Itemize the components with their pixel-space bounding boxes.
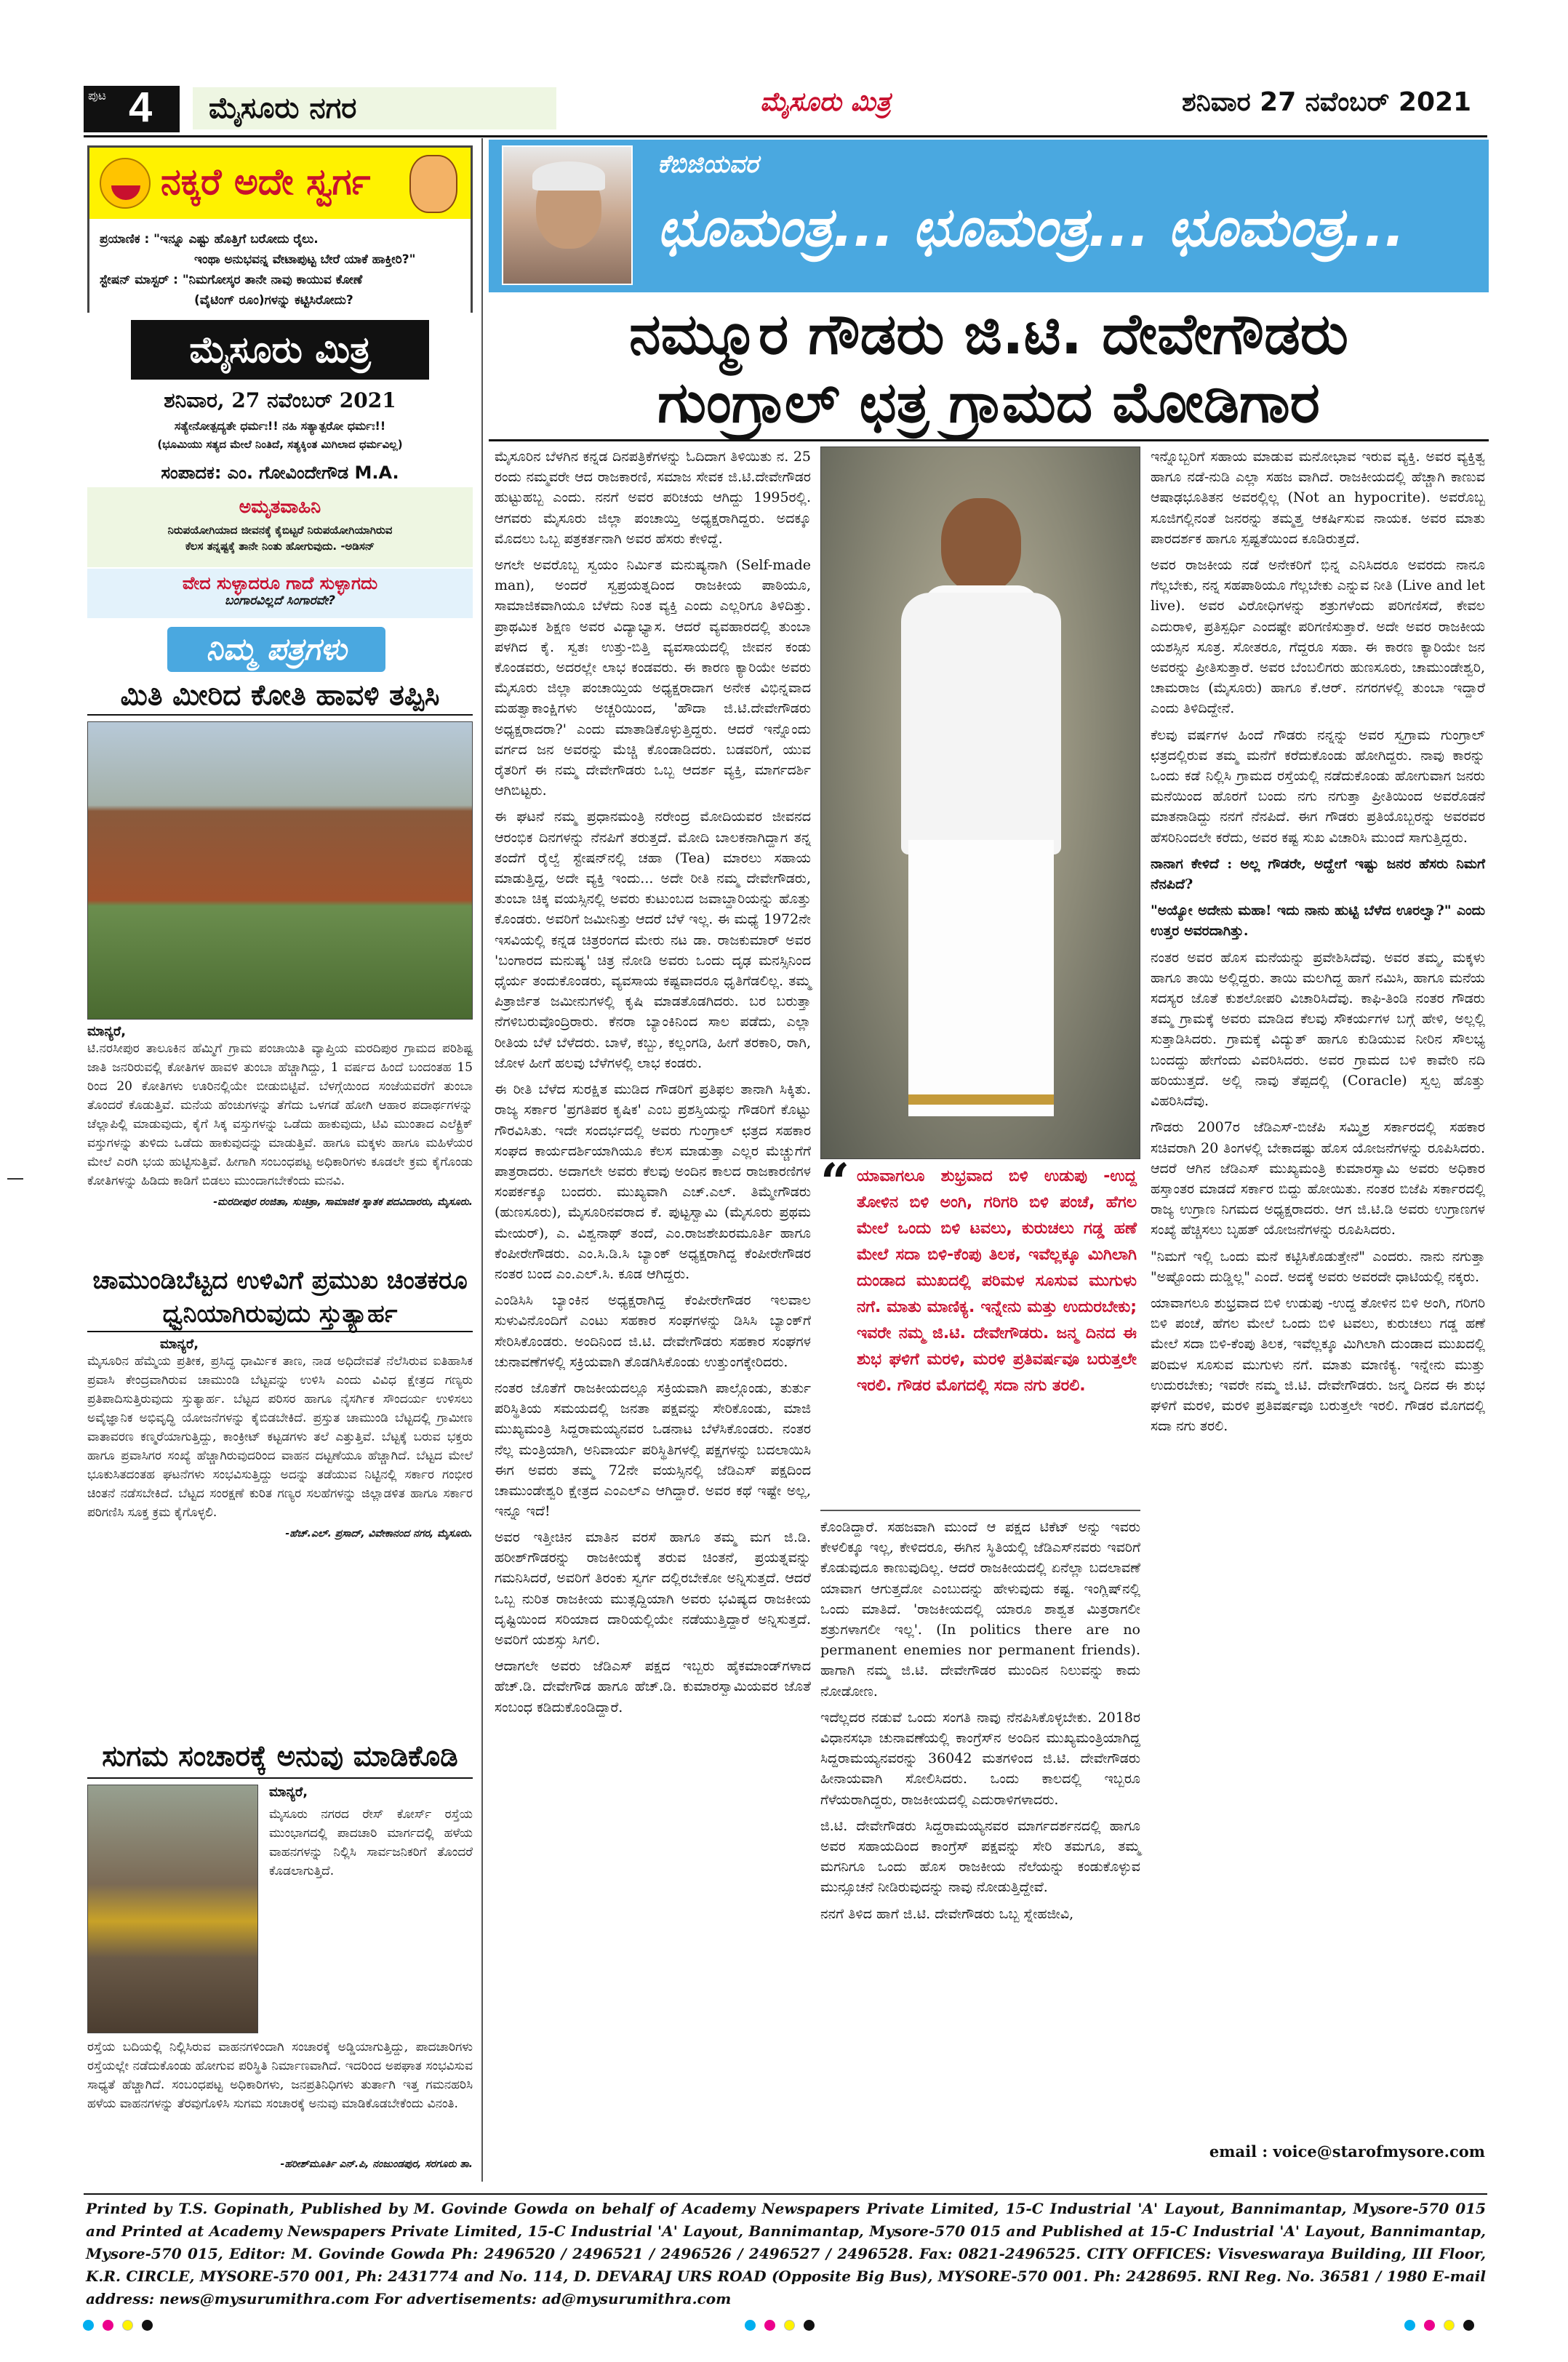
registration-dots-right bbox=[1400, 2320, 1479, 2334]
article-paragraph: ಜಿ.ಟಿ. ದೇವೇಗೌಡರು ಸಿದ್ದರಾಮಯ್ಯನವರ ಮಾರ್ಗದರ್ಶನದಲ್ಲಿ ಹಾಗೂ ಅವರ ಸಹಾಯದಿಂದ ಕಾಂಗ್ರೆಸ್ ಪಕ್ಷವನ್ನು ಸೇರಿ ತಮಗೂ, ತಮ್ಮ ಮಗನಿಗೂ ಒಂದು ಹೊಸ ರಾಜಕೀಯ ನೆಲೆಯನ್ನು ಕಂಡುಕೊಳ್ಳುವ ಮುನ್ಸೂಚನೆ ನೀಡಿರುವುದನ್ನು ನಾವು ನೋಡುತ್ತಿದ್ದೇವೆ. bbox=[820, 1817, 1140, 1896]
article-paragraph: ನನಗೆ ತಿಳಿದ ಹಾಗೆ ಜಿ.ಟಿ. ದೇವೇಗೌಡರು ಒಬ್ಬ ಸ್ನೇಹಜೀವಿ, bbox=[820, 1905, 1074, 1922]
portrait-photo bbox=[820, 447, 1140, 1159]
letter-intro: ಮೈಸೂರು ನಗರದ ರೇಸ್ ಕೋರ್ಸ್ ರಸ್ತೆಯ ಮುಂಭಾಗದಲ್ಲಿ ಪಾದಚಾರಿ ಮಾರ್ಗದಲ್ಲಿ ಹಳೆಯ ವಾಹನಗಳನ್ನು ನಿಲ್ಲಿಸಿ ಸಾರ್ವಜನಿಕರಿಗೆ ತೊಂದರೆ ಕೊಡಲಾಗುತ್ತಿದೆ. bbox=[269, 1807, 473, 1878]
magenta-dot bbox=[1424, 2320, 1435, 2331]
article-answer: "ಅಯ್ಯೋ ಅದೇನು ಮಹಾ! ಇದು ನಾನು ಹುಟ್ಟಿ ಬೆಳೆದ ಊರಲ್ವಾ?" ಎಂದು ಉತ್ತರ ಅವರದಾಗಿತ್ತು. bbox=[1151, 902, 1485, 940]
yellow-dot bbox=[122, 2320, 133, 2331]
veda-title: ವೇದ ಸುಳ್ಳಾದರೂ ಗಾದೆ ಸುಳ್ಳಾಗದು bbox=[182, 573, 378, 593]
cyan-dot bbox=[83, 2320, 94, 2331]
page-number-box bbox=[84, 86, 180, 132]
headline-2: ಗುಂಗ್ರಾಲ್ ಛತ್ರ ಗ್ರಾಮದ ಮೋಡಿಗಾರ bbox=[657, 370, 1320, 436]
letters-banner bbox=[167, 627, 385, 672]
column-author: ಕೆಬಿಜಿಯವರ bbox=[657, 150, 759, 179]
letter-salutation: ಮಾನ್ಯರೆ, bbox=[160, 1337, 199, 1352]
article-paragraph: ಅವರ ರಾಜಕೀಯ ನಡೆ ಅನೇಕರಿಗೆ ಭಿನ್ನ ಎನಿಸಿದರೂ ಅವರದು ನಾನೂ ಗೆಲ್ಲಬೇಕು, ನನ್ನ ಸಹಪಾಠಿಯೂ ಗೆಲ್ಲಬೇಕು ಎನ್ನುವ ನೀತಿ (Live and let live). ಅವರ ವಿರೋಧಿಗಳನ್ನು ಶತ್ರುಗಳೆಂದು ಪರಿಗಣಿಸದೆ, ಕೇವಲ ಎದುರಾಳಿ, ಪ್ರತಿಸ್ಪರ್ಧಿ ಎಂದಷ್ಟೇ ಪರಿಗಣಿಸುತ್ತಾರೆ. ಅದೇ ಅವರ ರಾಜಕೀಯ ಯಶಸ್ಸಿನ ಸೂತ್ರ. ಸೋತರೂ, ಗೆದ್ದರೂ ಸಹಾ. ಈ ಕಾರಣ ಕ್ಯಾರಿಯೇ ಜನ ಅವರನ್ನು ಪ್ರೀತಿಸುತ್ತಾರೆ. ಅವರ ಬೆಂಬಲಿಗರು ಹುಣಸೂರು, ಚಾಮುಂಡೇಶ್ವರಿ, ಚಾಮರಾಜ (ಮೈಸೂರು) ಹಾಗೂ ಕೆ.ಆರ್. ನಗರಗಳಲ್ಲಿ ತುಂಬಾ ಇದ್ದಾರೆ ಎಂದು ತಿಳಿದಿದ್ದೇನೆ. bbox=[1151, 557, 1485, 717]
section-name: ಮೈಸೂರು ನಗರ bbox=[193, 87, 556, 129]
paper-date: ಶನಿವಾರ, 27 ನವೆಂಬರ್ 2021 bbox=[164, 388, 396, 412]
humor-line: ಪ್ರಯಾಣಿಕ : "ಇನ್ನೂ ಎಷ್ಟು ಹೊತ್ತಿಗೆ ಬರೋದು ರೈಲು. bbox=[100, 232, 319, 247]
article-paragraph: ಕೆಲವು ವರ್ಷಗಳ ಹಿಂದೆ ಗೌಡರು ನನ್ನನ್ನು ಅವರ ಸ್ವಗ್ರಾಮ ಗುಂಗ್ರಾಲ್ ಛತ್ರದಲ್ಲಿರುವ ತಮ್ಮ ಮನೆಗೆ ಕರೆದುಕೊಂಡು ಹೋಗಿದ್ದರು. ನಾವು ಕಾರನ್ನು ಒಂದು ಕಡೆ ನಿಲ್ಲಿಸಿ ಗ್ರಾಮದ ರಸ್ತೆಯಲ್ಲಿ ನಡೆದುಕೊಂಡು ಹೋಗುವಾಗ ಜನರು ಮನೆಯಿಂದ ಹೊರಗೆ ಬಂದು ನಗು ನಗುತ್ತಾ ಪ್ರೀತಿಯಿಂದ ಅವರೊಡನೆ ಮಾತನಾಡಿದ್ದು ನನಗೆ ನೆನಪಿದೆ. ಈಗ ಗೌಡರು ಪ್ರತಿಯೊಬ್ಬರನ್ನು ಅವರವರ ಹೆಸರಿನಿಂದಲೇ ಕರೆದು, ಅವರ ಕಷ್ಟ ಸುಖ ವಿಚಾರಿಸಿ ಮುಂದೆ ಸಾಗುತ್ತಿದ್ದರು. bbox=[1151, 726, 1485, 846]
article-paragraph: ಅವರ ಇತ್ತೀಚಿನ ಮಾತಿನ ವರಸೆ ಹಾಗೂ ತಮ್ಮ ಮಗ ಜಿ.ಡಿ. ಹರೀಶ್‌ಗೌಡರನ್ನು ರಾಜಕೀಯಕ್ಕೆ ತರುವ ಚಿಂತನೆ, ಪ್ರಯತ್ನವನ್ನು ಗಮನಿಸಿದರೆ, ಅವರಿಗೆ ತಿರಂಕು ಸ್ವರ್ಗ ದಲ್ಲಿರಬೇಕೋ ಅನ್ನಿಸುತ್ತದೆ. ಆದರೆ ಒಬ್ಬ ನುರಿತ ರಾಜಕೀಯ ಮುತ್ಸದ್ದಿಯಾಗಿ ಅವರು ಭವಿಷ್ಯದ ರಾಜಕೀಯ ದೃಷ್ಟಿಯಿಂದ ಸರಿಯಾದ ದಾರಿಯಲ್ಲಿಯೇ ನಡೆಯುತ್ತಿದ್ದಾರೆ ಅನ್ನಿಸುತ್ತದೆ. ಅವರಿಗೆ ಯಶಸ್ಸು ಸಿಗಲಿ. bbox=[495, 1529, 811, 1648]
article-paragraph: ಕೊಂಡಿದ್ದಾರೆ. ಸಹಜವಾಗಿ ಮುಂದೆ ಆ ಪಕ್ಷದ ಟಿಕೆಟ್ ಅನ್ನು ಇವರು ಕೇಳಲಿಕ್ಕೂ ಇಲ್ಲ, ಕೇಳಿದರೂ, ಈಗಿನ ಸ್ಥಿತಿಯಲ್ಲಿ ಜೆಡಿಎಸ್‌ನವರು ಇವರಿಗೆ ಕೊಡುವುದೂ ಕಾಣುವುದಿಲ್ಲ. ಆದರೆ ರಾಜಕೀಯದಲ್ಲಿ ಏನೆಲ್ಲಾ ಬದಲಾವಣೆ ಯಾವಾಗ ಆಗುತ್ತದೋ ಎಂಬುದನ್ನು ಹೇಳುವುದು ಕಷ್ಟ. ಇಂಗ್ಲಿಷ್‌ನಲ್ಲಿ ಒಂದು ಮಾತಿದೆ. 'ರಾಜಕೀಯದಲ್ಲಿ ಯಾರೂ ಶಾಶ್ವತ ಮಿತ್ರರಾಗಲೀ ಶತ್ರುಗಳಾಗಲೀ ಇಲ್ಲ'. (In politics there are no permanent enemies nor permanent friends). ಹಾಗಾಗಿ ನಮ್ಮ ಜಿ.ಟಿ. ದೇವೇಗೌಡರ ಮುಂದಿನ ನಿಲುವನ್ನು ಕಾದು ನೋಡೋಣ. bbox=[820, 1519, 1140, 1700]
letter-salutation: ಮಾನ್ಯರೆ, bbox=[269, 1785, 308, 1800]
paper-name: ಮೈಸೂರು ಮಿತ್ರ bbox=[189, 329, 371, 371]
paper-motto: ಸತ್ಯೇನೋತ್ಪದ್ಯತೇ ಧರ್ಮಃ!! ನಹಿ ಸತ್ಯಾತ್ಪರೋ ಧರ್ಮಃ!! bbox=[174, 419, 386, 433]
article-paragraph: ಅಗಲೇ ಅವರೊಬ್ಬ ಸ್ವಯಂ ನಿರ್ಮಿತ ಮನುಷ್ಯನಾಗಿ (Self-made man), ಅಂದರೆ ಸ್ವಪ್ರಯತ್ನದಿಂದ ರಾಜಕೀಯ ಪಾಠಿಯೂ, ಸಾಮಾಜಿಕವಾಗಿಯೂ ಬೆಳೆದು ನಿಂತ ವ್ಯಕ್ತಿ ಎಂದು ಎಲ್ಲರಿಗೂ ತಿಳಿದಿತ್ತು. ಪ್ರಾಥಮಿಕ ಶಿಕ್ಷಣ ಅವರ ವಿದ್ಯಾಭ್ಯಾಸ. ಆದರೆ ವ್ಯವಹಾರದಲ್ಲಿ ತುಂಬಾ ಪಳಗಿದ ಕೈ. ಸ್ವತಃ ಉತ್ತು-ಬಿತ್ತಿ ವ್ಯವಸಾಯದಲ್ಲಿ ಜೀವನ ಕಂಡು ಕೊಂಡವರು, ಅದರಲ್ಲೇ ಲಾಭ ಕಂಡವರು. ಈ ಕಾರಣ ಕ್ಯಾರಿಯೇ ಅವರು ಮೈಸೂರು ಜಿಲ್ಲಾ ಪಂಚಾಯ್ತಿಯ ಅಧ್ಯಕ್ಷರಾದಾಗ ಅನೇಕ ವಿಭಿನ್ನವಾದ ಮಹತ್ವಾಕಾಂಕ್ಷಿಗಳು ಅಚ್ಚರಿಯಿಂದ, 'ಹೌದಾ ಜಿ.ಟಿ.ದೇವೇಗೌಡರು ಅಧ್ಯಕ್ಷರಾದರಾ?' ಎಂದು ಮಾತಾಡಿಕೊಳ್ಳುತ್ತಿದ್ದರು. ಆದರೆ ಇನ್ನೊಂದು ವರ್ಗದ ಜನ ಅವರನ್ನು ಮೆಚ್ಚಿ ಕೊಂಡಾಡಿದರು. ಬಡವರಿಗೆ, ಯುವ ರೈತರಿಗೆ ಈ ನಮ್ಮ ದೇವೇಗೌಡರು ಒಬ್ಬ ಆದರ್ಶ ವ್ಯಕ್ತಿ, ಮಾರ್ಗದರ್ಶಿ ಆಗಿಬಿಟ್ಟರು. bbox=[495, 557, 811, 799]
pull-quote-text: ಯಾವಾಗಲೂ ಶುಭ್ರವಾದ ಬಿಳಿ ಉಡುಪು -ಉದ್ದ ತೋಳಿನ ಬಿಳಿ ಅಂಗಿ, ಗರಿಗರಿ ಬಿಳಿ ಪಂಚೆ, ಹೆಗಲ ಮೇಲೆ ಒಂದು ಬಿಳಿ ಟವಲು, ಕುರುಚಲು ಗಡ್ಡ ಹಣೆ ಮೇಲೆ ಸದಾ ಬಿಳಿ-ಕೆಂಪು ತಿಲಕ, ಇವೆಲ್ಲಕ್ಕೂ ಮಿಗಿಲಾಗಿ ದುಂಡಾದ ಮುಖದಲ್ಲಿ ಪರಿಮಳ ಸೂಸುವ ಮುಗುಳು ನಗೆ. ಮಾತು ಮಾಣಿಕ್ಯ. ಇನ್ನೇನು ಮತ್ತು ಉದುರಬೇಕು; ಇವರೇ ನಮ್ಮ ಜಿ.ಟಿ. ದೇವೇಗೌಡರು. ಜನ್ಮ ದಿನದ ಈ ಶುಭ ಘಳಿಗೆ ಮರಳಿ, ಮರಳಿ ಪ್ರತಿವರ್ಷವೂ ಬರುತ್ತಲೇ ಇರಲಿ. ಗೌಡರ ಮೊಗದಲ್ಲಿ ಸದಾ ನಗು ತರಲಿ. bbox=[857, 1167, 1137, 1395]
vehicles-photo bbox=[87, 1785, 258, 2033]
fold-mark bbox=[7, 1178, 23, 1180]
article-paragraph: ಈ ರೀತಿ ಬೆಳೆದ ಸುರಕ್ಷಿತ ಮುಡಿದ ಗೌಡರಿಗೆ ಪ್ರತಿಫಲ ತಾನಾಗಿ ಸಿಕ್ಕಿತು. ರಾಜ್ಯ ಸರ್ಕಾರ 'ಪ್ರಗತಿಪರ ಕೃಷಿಕ' ಎಂಬ ಪ್ರಶಸ್ತಿಯನ್ನು ಗೌಡರಿಗೆ ಕೊಟ್ಟು ಗೌರವಿಸಿತು. ಇದೇ ಸಂದರ್ಭದಲ್ಲಿ ಅವರು ಗುಂಗ್ರಾಲ್ ಛತ್ರದ ಸಹಕಾರ ಸಂಘದ ಕಾರ್ಯದರ್ಶಿಯಾಗಿಯೂ ಕೆಲಸ ಮಾಡುತ್ತಾ ಎಲ್ಲರ ಮೆಚ್ಚುಗೆಗೆ ಪಾತ್ರರಾದರು. ಅದಾಗಲೇ ಅವರು ಕೆಲವು ಅಂದಿನ ಕಾಲದ ರಾಜಕಾರಣಿಗಳ ಸಂಪರ್ಕಕ್ಕೂ ಬಂದರು. ಮುಖ್ಯವಾಗಿ ಎಚ್.ಎಲ್. ತಿಮ್ಮೇಗೌಡರು (ಹುಣಸೂರು), ಮೈಸೂರಿನವರಾದ ಕೆ. ಪುಟ್ಟಸ್ವಾಮಿ (ಮೈಸೂರು ಪ್ರಥಮ ಮೇಯರ್), ಎ. ವಿಶ್ವನಾಥ್ ತಂದೆ, ಎಂ.ರಾಜಶೇಖರಮೂರ್ತಿ ಹಾಗೂ ಕೆಂಪೀರೇಗೌಡರು. ಎಂ.ಸಿ.ಡಿ.ಸಿ ಬ್ಯಾಂಕ್ ಅಧ್ಯಕ್ಷರಾಗಿದ್ದ ಕೆಂಪೀರೇಗೌಡರ ನಂತರ ಬಂದ ಎಂ.ಎಲ್.ಸಿ. ಕೂಡ ಆಗಿದ್ದರು. bbox=[495, 1081, 811, 1282]
page-number: 4 bbox=[129, 84, 153, 131]
column-banner bbox=[489, 140, 1489, 292]
article-paragraph: ಮೈಸೂರಿನ ಬೆಳಗಿನ ಕನ್ನಡ ದಿನಪತ್ರಿಕೆಗಳನ್ನು ಓದಿದಾಗ ತಿಳಿಯಿತು ನ. 25 ರಂದು ನಮ್ಮವರೇ ಆದ ರಾಜಕಾರಣಿ, ಸಮಾಜ ಸೇವಕ ಜಿ.ಟಿ.ದೇವೇಗೌಡರ ಹುಟ್ಟುಹಬ್ಬ ಎಂದು. ನನಗೆ ಅವರ ಪರಿಚಯ ಆಗಿದ್ದು 1995ರಲ್ಲಿ. ಆಗವರು ಮೈಸೂರು ಜಿಲ್ಲಾ ಪಂಚಾಯ್ತಿ ಅಧ್ಯಕ್ಷರಾಗಿದ್ದರು. ಅದಕ್ಕೂ ಮೊದಲು ಒಬ್ಬ ಪತ್ರಕರ್ತನಾಗಿ ಅವರ ಹೆಸರು ಕೇಳಿದ್ದೆ. bbox=[495, 449, 811, 547]
laughing-face-icon bbox=[100, 158, 151, 209]
yellow-dot bbox=[1444, 2320, 1455, 2331]
article-paragraph: ಎಂಡಿಸಿಸಿ ಬ್ಯಾಂಕಿನ ಅಧ್ಯಕ್ಷರಾಗಿದ್ದ ಕೆಂಪೀರೇಗೌಡರ ಇಲವಾಲ ಸುಳುವಿನೊಂದಿಗೆ ಎಂಟು ಸಹಕಾರ ಸಂಘಗಳನ್ನು ಡಿಸಿಸಿ ಬ್ಯಾಂಕ್‌ಗೆ ಸೇರಿಸಿಕೊಂಡರು. ಅಂದಿನಿಂದ ಜಿ.ಟಿ. ದೇವೇಗೌಡರು ಸಹಕಾರ ಸಂಘಗಳ ಚುನಾವಣೆಗಳಲ್ಲಿ ಸಕ್ರಿಯವಾಗಿ ತೊಡಗಿಸಿಕೊಂಡು ಉತ್ತುಂಗಕ್ಕೇರಿದರು. bbox=[495, 1292, 811, 1370]
humor-line: ಇಂಥಾ ಅನುಭವನ್ನ ವೇಟಾಪುಟ್ಟ ಬೇರೆ ಯಾಕೆ ಹಾಕ್ತೀರಿ?" bbox=[194, 252, 416, 267]
article-column-3 bbox=[1151, 447, 1485, 2134]
letter-salutation: ಮಾನ್ಯರೆ, bbox=[87, 1024, 127, 1039]
author-email[interactable]: email : voice@starofmysore.com bbox=[1209, 2142, 1485, 2161]
black-dot bbox=[142, 2320, 153, 2331]
quote-rule bbox=[820, 1510, 1140, 1511]
author-photo bbox=[502, 145, 633, 285]
article-paragraph: ಆದಾಗಲೇ ಅವರು ಜೆಡಿಎಸ್ ಪಕ್ಷದ ಇಬ್ಬರು ಹೈಕಮಾಂಡ್‌ಗಳಾದ ಹೆಚ್.ಡಿ. ದೇವೇಗೌಡ ಹಾಗೂ ಹೆಚ್.ಡಿ. ಕುಮಾರಸ್ವಾಮಿಯವರ ಜೊತೆ ಸಂಬಂಧ ಕಡಿದುಕೊಂಡಿದ್ದಾರೆ. bbox=[495, 1658, 811, 1716]
article-paragraph: ಇನ್ನೊಬ್ಬರಿಗೆ ಸಹಾಯ ಮಾಡುವ ಮನೋಭಾವ ಇರುವ ವ್ಯಕ್ತಿ. ಅವರ ವ್ಯಕ್ತಿತ್ವ ಹಾಗೂ ನಡೆ-ನುಡಿ ಎಲ್ಲಾ ಸಹಜ ವಾಗಿದೆ. ರಾಜಕೀಯದಲ್ಲಿ ಹೆಚ್ಚಾಗಿ ಕಾಣುವ ಆಷಾಢಭೂತಿತನ ಅವರಲ್ಲಿಲ್ಲ (Not an hypocrite). ಅವರೊಬ್ಬ ಸೂಜಿಗಲ್ಲಿನಂತೆ ಜನರನ್ನು ತಮ್ಮತ್ತ ಆಕರ್ಷಿಸುವ ನಾಯಕ. ಅವರ ಮಾತು ಪಾರದರ್ಶಕ ಹಾಗೂ ಸ್ಪಷ್ಟತೆಯಿಂದ ಕೂಡಿರುತ್ತದೆ. bbox=[1151, 449, 1485, 547]
letter-body: ಮೈಸೂರಿನ ಹೆಮ್ಮೆಯ ಪ್ರತೀಕ, ಪ್ರಸಿದ್ಧ ಧಾರ್ಮಿಕ ತಾಣ, ನಾಡ ಅಧಿದೇವತೆ ನೆಲೆಸಿರುವ ಐತಿಹಾಸಿಕ ಪ್ರವಾಸಿ ಕೇಂದ್ರವಾಗಿರುವ ಚಾಮುಂಡಿ ಬೆಟ್ಟವನ್ನು ಉಳಿಸಿ ಎಂದು ವಿವಿಧ ಕ್ಷೇತ್ರದ ಗಣ್ಯರು ಪ್ರತಿಪಾದಿಸುತ್ತಿರುವುದು ಸ್ತುತ್ಯಾರ್ಹ. ಬೆಟ್ಟದ ಪರಿಸರ ಹಾಗೂ ನೈಸರ್ಗಿಕ ಸೌಂದರ್ಯ ಉಳಿಸಲು ಅವೈಜ್ಞಾನಿಕ ಅಭಿವೃದ್ಧಿ ಯೋಜನೆಗಳನ್ನು ಕೈಬಿಡಬೇಕಿದೆ. ಪ್ರಸ್ತುತ ಚಾಮುಂಡಿ ಬೆಟ್ಟದಲ್ಲಿ ಗ್ರಾಮೀಣ ವಾತಾವರಣ ಕಣ್ಮರೆಯಾಗುತ್ತಿದ್ದು, ಕಾಂಕ್ರೀಟ್ ಕಟ್ಟಡಗಳು ತಲೆ ಎತ್ತುತ್ತಿವೆ. ಬೆಟ್ಟಕ್ಕೆ ಬರುವ ಭಕ್ತರು ಹಾಗೂ ಪ್ರವಾಸಿಗರ ಸಂಖ್ಯೆ ಹೆಚ್ಚಾಗಿರುವುದರಿಂದ ವಾಹನ ದಟ್ಟಣೆಯೂ ಹೆಚ್ಚಾಗಿದೆ. ಬೆಟ್ಟದ ಮೇಲೆ ಭೂಕುಸಿತದಂತಹ ಘಟನೆಗಳು ಸಂಭವಿಸುತ್ತಿದ್ದು ಅದನ್ನು ತಡೆಯುವ ನಿಟ್ಟಿನಲ್ಲಿ ಸರ್ಕಾರ ಗಂಭೀರ ಚಿಂತನೆ ನಡೆಸಬೇಕಿದೆ. ಬೆಟ್ಟದ ಸಂರಕ್ಷಣೆ ಕುರಿತ ಗಣ್ಯರ ಸಲಹೆಗಳನ್ನು ಜಿಲ್ಲಾಡಳಿತ ಹಾಗೂ ಸರ್ಕಾರ ಪರಿಗಣಿಸಿ ಸೂಕ್ತ ಕ್ರಮ ಕೈಗೊಳ್ಳಲಿ. bbox=[87, 1354, 473, 1520]
column-title: ಛೂಮಂತ್ರ... ಛೂಮಂತ್ರ... ಛೂಮಂತ್ರ... bbox=[657, 196, 1405, 259]
black-dot bbox=[804, 2320, 815, 2331]
yellow-dot bbox=[784, 2320, 795, 2331]
header-rule bbox=[84, 135, 1487, 137]
page-header bbox=[84, 86, 1487, 132]
article-column-2 bbox=[820, 1517, 1140, 2171]
cyan-dot bbox=[745, 2320, 756, 2331]
paper-editor: ಸಂಪಾದಕ: ಎಂ. ಗೋವಿಂದೇಗೌಡ M.A. bbox=[161, 463, 399, 483]
veda-box bbox=[87, 569, 473, 618]
header-date: ಶನಿವಾರ 27 ನವೆಂಬರ್ 2021 bbox=[1182, 87, 1472, 117]
amrutha-title: ಅಮೃತವಾಹಿನಿ bbox=[239, 496, 321, 517]
letter-signature: -ಹೆಚ್.ಎಲ್. ಪ್ರಸಾದ್, ವಿವೇಕಾನಂದ ನಗರ, ಮೈಸೂರು. bbox=[285, 1528, 473, 1540]
article-paragraph: ನಂತರ ಜೊತೆಗೆ ರಾಜಕೀಯದಲ್ಲೂ ಸಕ್ರಿಯವಾಗಿ ಪಾಲ್ಗೊಂಡು, ತುರ್ತು ಪರಿಸ್ಥಿತಿಯ ಸಮಯದಲ್ಲಿ ಜನತಾ ಪಕ್ಷವನ್ನು ಸೇರಿಕೊಂಡು, ಮಾಜಿ ಮುಖ್ಯಮಂತ್ರಿ ಸಿದ್ದರಾಮಯ್ಯನವರ ಒಡನಾಟ ಬೆಳೆಸಿಕೊಂಡರು. ನಂತರ ನೆಲ್ಲ ಮಂತ್ರಿಯಾಗಿ, ಅನಿವಾರ್ಯ ಪರಿಸ್ಥಿತಿಗಳಲ್ಲಿ ಪಕ್ಷಗಳನ್ನು ಬದಲಾಯಿಸಿ ಈಗ ಅವರು ತಮ್ಮ 72ನೇ ವಯಸ್ಸಿನಲ್ಲಿ ಜೆಡಿಎಸ್ ಪಕ್ಷದಿಂದ ಚಾಮುಂಡೇಶ್ವರಿ ಕ್ಷೇತ್ರದ ಎಂಎಲ್‌ಎ ಆಗಿದ್ದಾರೆ. ಅವರ ಕಥೆ ಇಷ್ಟೇ ಅಲ್ಲ, ಇನ್ನೂ ಇದೆ! bbox=[495, 1380, 811, 1520]
headline-1: ನಮ್ಮೂರ ಗೌಡರು ಜಿ.ಟಿ. ದೇವೇಗೌಡರು bbox=[629, 302, 1348, 367]
letter-signature: -ಹರೀಶ್‌ಮೂರ್ತಿ ಎನ್.ಪಿ, ನಂಜುಂಡಪುರ, ಸರಗೂರು ತಾ. bbox=[280, 2158, 473, 2170]
veda-line: ಬಂಗಾರವಿಲ್ಲದೆ ಸಿಂಗಾರವೇ? bbox=[225, 593, 335, 608]
paper-info-box bbox=[87, 313, 473, 618]
roof-photo bbox=[87, 721, 473, 1020]
article-question: ನಾನಾಗ ಕೇಳಿದೆ : ಅಲ್ಲ ಗೌಡರೇ, ಅದ್ಹೇಗೆ ಇಷ್ಟು ಜನರ ಹೆಸರು ನಿಮಗೆ ನೆನಪಿದೆ? bbox=[1151, 855, 1485, 893]
letter-1 bbox=[87, 678, 473, 1260]
amrutha-line: ನಿರುಪಯೋಗಿಯಾದ ಜೀವನಕ್ಕೆ ಕೈಬಿಟ್ಟರೆ ನಿರುಪಯೋಗಿಯಾಗಿರುವ bbox=[167, 524, 393, 537]
pull-quote bbox=[820, 1152, 1140, 1505]
letters-banner-label: ನಿಮ್ಮ ಪತ್ರಗಳು bbox=[206, 631, 347, 667]
humor-title: ನಕ್ಕರೆ ಅದೇ ಸ್ವರ್ಗ bbox=[161, 161, 371, 203]
amrutha-line: ಕೆಲಸ ತನ್ನಷ್ಟಕ್ಕೆ ತಾನೇ ನಿಂತು ಹೋಗುವುದು. -ಅಡಿಸನ್ bbox=[185, 540, 375, 553]
paper-name-bar bbox=[131, 320, 429, 380]
letter-3 bbox=[87, 1737, 473, 2187]
letter-title: ಮಿತಿ ಮೀರಿದ ಕೋತಿ ಹಾವಳಿ ತಪ್ಪಿಸಿ bbox=[87, 678, 473, 716]
article-paragraph: ಇದೆಲ್ಲದರ ನಡುವೆ ಒಂದು ಸಂಗತಿ ನಾವು ನೆನಪಿಸಿಕೊಳ್ಳಬೇಕು. 2018ರ ವಿಧಾನಸಭಾ ಚುನಾವಣೆಯಲ್ಲಿ ಕಾಂಗ್ರೆಸ್‌ನ ಅಂದಿನ ಮುಖ್ಯಮಂತ್ರಿಯಾಗಿದ್ದ ಸಿದ್ದರಾಮಯ್ಯನವರನ್ನು 36042 ಮತಗಳಿಂದ ಜಿ.ಟಿ. ದೇವೇಗೌಡರು ಹೀನಾಯವಾಗಿ ಸೋಲಿಸಿದರು. ಒಂದು ಕಾಲದಲ್ಲಿ ಇಬ್ಬರೂ ಗೆಳೆಯರಾಗಿದ್ದರು, ರಾಜಕೀಯದಲ್ಲಿ ಎದುರಾಳಿಗಳಾದರು. bbox=[820, 1709, 1140, 1808]
magenta-dot bbox=[103, 2320, 113, 2331]
page-label: ಪುಟ bbox=[88, 89, 106, 103]
letter-body: ಟಿ.ನರಸೀಪುರ ತಾಲೂಕಿನ ಹೆಮ್ಮಿಗೆ ಗ್ರಾಮ ಪಂಚಾಯಿತಿ ವ್ಯಾಪ್ತಿಯ ಮರದಿಪುರ ಗ್ರಾಮದ ಪರಿಶಿಷ್ಟ ಜಾತಿ ಜನರಿರುವಲ್ಲಿ ಕೋತಿಗಳ ಹಾವಳಿ ತುಂಬಾ ಹೆಚ್ಚಾಗಿದ್ದು, 1 ವರ್ಷದ ಹಿಂದೆ ಬಂದಂತಹ 15 ರಿಂದ 20 ಕೋತಿಗಳು ಊರಿನಲ್ಲಿಯೇ ಬೀಡುಬಿಟ್ಟಿವೆ. ಬೆಳಗ್ಗೆಯಿಂದ ಸಂಜೆಯವರೆಗೆ ತುಂಬಾ ತೊಂದರೆ ಕೊಡುತ್ತಿವೆ. ಮನೆಯ ಹೆಂಚುಗಳನ್ನು ತೆಗೆದು ಒಳಗಡೆ ಹೋಗಿ ಆಹಾರ ಪದಾರ್ಥಗಳನ್ನು ಚೆಲ್ಲಾಪಿಲ್ಲಿ ಮಾಡುವುದು, ಕೈಗೆ ಸಿಕ್ಕ ವಸ್ತುಗಳನ್ನು ಒಡೆದು ಹಾಕುವುದು, ಟಿವಿ ಮುಂತಾದ ಎಲೆಕ್ಟ್ರಿಕ್ ವಸ್ತುಗಳನ್ನು ತುಳಿದು ಒಡೆದು ಹಾಕುವುದನ್ನು ಮಾಡುತ್ತಿವೆ. ಹಾಗೂ ಮಕ್ಕಳು ಹಾಗೂ ಮಹಿಳೆಯರ ಮೇಲೆ ಎರಗಿ ಭಯ ಹುಟ್ಟಿಸುತ್ತಿವೆ. ಹೀಗಾಗಿ ಸಂಬಂಧಪಟ್ಟ ಅಧಿಕಾರಿಗಳು ಕೂಡಲೇ ಕ್ರಮ ಕೈಗೊಂಡು ಕೋತಿಗಳನ್ನು ಹಿಡಿದು ಕಾಡಿಗೆ ಬಿಡಲು ಮುಂದಾಗಬೇಕೆಂದು ಮನವಿ. bbox=[87, 1041, 473, 1188]
humor-title-bar bbox=[89, 148, 471, 219]
column-divider bbox=[481, 138, 483, 2182]
paper-motto-translation: (ಭೂಮಿಯು ಸತ್ಯದ ಮೇಲೆ ನಿಂತಿದೆ, ಸತ್ಯಕ್ಕಿಂತ ಮಿಗಿಲಾದ ಧರ್ಮವಿಲ್ಲ) bbox=[157, 438, 403, 451]
registration-dots-left bbox=[79, 2320, 157, 2334]
humor-line: ಸ್ಟೇಷನ್ ಮಾಸ್ಟರ್ : "ನಿಮಗೋಸ್ಕರ ತಾನೇ ನಾವು ಕಾಯುವ ಕೋಣೆ bbox=[100, 273, 363, 287]
article-paragraph: ಈ ಘಟನೆ ನಮ್ಮ ಪ್ರಧಾನಮಂತ್ರಿ ನರೇಂದ್ರ ಮೋದಿಯವರ ಜೀವನದ ಆರಂಭಿಕ ದಿನಗಳನ್ನು ನೆನಪಿಗೆ ತರುತ್ತದೆ. ಮೋದಿ ಬಾಲಕನಾಗಿದ್ದಾಗ ತನ್ನ ತಂದೆಗೆ ರೈಲ್ವೆ ಸ್ಟೇಷನ್‌ನಲ್ಲಿ ಚಹಾ (Tea) ಮಾರಲು ಸಹಾಯ ಮಾಡುತ್ತಿದ್ದ, ಅದೇ ವ್ಯಕ್ತಿ ಇಂದು... ಅದೇ ರೀತಿ ನಮ್ಮ ದೇವೇಗೌಡರು, ತುಂಬಾ ಚಿಕ್ಕ ವಯಸ್ಸಿನಲ್ಲಿ ಅವರು ಕುಟುಂಬದ ಜವಾಬ್ದಾರಿಯನ್ನು ಹೊತ್ತು ಕೊಂಡರು. ಅವರಿಗೆ ಜಮೀನಿತ್ತು ಆದರೆ ಬೆಳೆ ಇಲ್ಲ. ಈ ಮಧ್ಯೆ 1972ನೇ ಇಸವಿಯಲ್ಲಿ ಕನ್ನಡ ಚಿತ್ರರಂಗದ ಮೇರು ನಟ ಡಾ. ರಾಜಕುಮಾರ್ ಅವರ 'ಬಂಗಾರದ ಮನುಷ್ಯ' ಚಿತ್ರ ನೋಡಿ ಅವರು ಒಂದು ದೃಢ ಮನಸ್ಸಿನಿಂದ ಧೈರ್ಯ ತಂದುಕೊಂಡರು, ವ್ಯವಸಾಯ ಕಷ್ಟವಾದರೂ ಧೃತಿಗೆಡಲಿಲ್ಲ. ತಮ್ಮ ಪಿತ್ರಾರ್ಜಿತ ಜಮೀನುಗಳಲ್ಲಿ ಕೃಷಿ ಮಾಡತೊಡಗಿದರು. ಬರ ಬರುತ್ತಾ ನೆಗಳಿಬರುವೊಂದ್ರಿರಾರು. ಕೆನರಾ ಬ್ಯಾಂಕಿನಿಂದ ಸಾಲ ಪಡೆದು, ಎಲ್ಲಾ ರೀತಿಯ ಬೆಳೆ ಬೆಳೆದರು. ಬಾಳೆ, ಕಬ್ಬು, ಕಲ್ಲಂಗಡಿ, ಹೀಗೆ ತರಕಾರಿ, ರಾಗಿ, ಜೋಳ ಹೀಗೆ ಹಲವು ಬೆಳೆಗಳಲ್ಲಿ ಲಾಭ ಕಂಡರು. bbox=[495, 809, 811, 1071]
amrutha-box bbox=[87, 487, 473, 567]
imprint-text: Printed by T.S. Gopinath, Published by M. Govinde Gowda on behalf of Academy Newspapers Private Limited, 15-C Industrial 'A' Layout, Bannimantap, Mysore-570 015 and Printed at Academy Newspapers Private Limited, 15-C Industrial 'A' Layout, Bannimantap, Mysore-570 015 and Published at 15-C Industrial 'A' Layout, Bannimantap, Mysore-570 015, Editor: M. Govinde Gowda Ph: 2496520 / 2496521 / 2496526 / 2496527 / 2496528. Fax: 0821-2496525. CITY OFFICES: Visveswaraya Building, III Floor, K.R. CIRCLE, MYSORE-570 001, Ph: 2431774 and No. 114, D. DEVARAJ URS ROAD (Opposite Big Bus), MYSORE-570 001. Ph: 2428695. RNI Reg. No. 36581 / 1980 E-mail address: news@mysurumithra.com For advertisements: ad@mysurumithra.com bbox=[86, 2200, 1486, 2307]
footer-rule bbox=[84, 2193, 1487, 2195]
article-paragraph: ಗೌಡರು 2007ರ ಜೆಡಿಎಸ್-ಬಿಜೆಪಿ ಸಮ್ಮಿಶ್ರ ಸರ್ಕಾರದಲ್ಲಿ ಸಹಕಾರ ಸಚಿವರಾಗಿ 20 ತಿಂಗಳಲ್ಲಿ ಬೇಕಾದಷ್ಟು ಹೊಸ ಯೋಜನೆಗಳನ್ನು ರೂಪಿಸಿದರು. ಆದರೆ ಆಗಿನ ಜೆಡಿಎಸ್ ಮುಖ್ಯಮಂತ್ರಿ ಕುಮಾರಸ್ವಾಮಿ ಅವರು ಅಧಿಕಾರ ಹಸ್ತಾಂತರ ಮಾಡದೆ ಸರ್ಕಾರ ಬಿದ್ದು ಹೋಯಿತು. ನಂತರ ಬಿಜೆಪಿ ಸರ್ಕಾರದಲ್ಲಿ ರಾಜ್ಯ ಉಗ್ರಾಣ ನಿಗಮದ ಅಧ್ಯಕ್ಷರಾದರು. ಆಗ ಜಿ.ಟಿ.ಡಿ ಅವರು ಉಗ್ರಾಣಗಳ ಸಂಖ್ಯೆ ಹೆಚ್ಚಿಸಲು ಬೃಹತ್ ಯೋಜನೆಗಳನ್ನು ರೂಪಿಸಿದರು. bbox=[1151, 1119, 1485, 1238]
letter-title: ಸುಗಮ ಸಂಚಾರಕ್ಕೆ ಅನುವು ಮಾಡಿಕೊಡಿ bbox=[87, 1737, 473, 1779]
article-paragraph: ಯಾವಾಗಲೂ ಶುಭ್ರವಾದ ಬಿಳಿ ಉಡುಪು -ಉದ್ದ ತೋಳಿನ ಬಿಳಿ ಅಂಗಿ, ಗರಿಗರಿ ಬಿಳಿ ಪಂಚೆ, ಹೆಗಲ ಮೇಲೆ ಒಂದು ಬಿಳಿ ಟವಲು, ಕುರುಚಲು ಗಡ್ಡ ಹಣೆ ಮೇಲೆ ಸದಾ ಬಿಳಿ-ಕೆಂಪು ತಿಲಕ, ಇವೆಲ್ಲಕ್ಕೂ ಮಿಗಿಲಾಗಿ ದುಂಡಾದ ಮುಖದಲ್ಲಿ ಪರಿಮಳ ಸೂಸುವ ಮುಗುಳು ನಗೆ. ಮಾತು ಮಾಣಿಕ್ಯ. ಇನ್ನೇನು ಮುತ್ತು ಉದುರಬೇಕು; ಇವರೇ ನಮ್ಮ ಜಿ.ಟಿ. ದೇವೇಗೌಡರು. ಜನ್ಮ ದಿನದ ಈ ಶುಭ ಘಳಿಗೆ ಮರಳಿ, ಮರಳಿ ಪ್ರತಿವರ್ಷವೂ ಬರುತ್ತಲೇ ಇರಲಿ. ಗೌಡರ ಮೊಗದಲ್ಲಿ ಸದಾ ನಗು ತರಲಿ. bbox=[1151, 1294, 1485, 1435]
black-dot bbox=[1463, 2320, 1474, 2331]
magenta-dot bbox=[764, 2320, 775, 2331]
letter-body: ರಸ್ತೆಯ ಬದಿಯಲ್ಲಿ ನಿಲ್ಲಿಸಿರುವ ವಾಹನಗಳಿಂದಾಗಿ ಸಂಚಾರಕ್ಕೆ ಅಡ್ಡಿಯಾಗುತ್ತಿದ್ದು, ಪಾದಚಾರಿಗಳು ರಸ್ತೆಯಲ್ಲೇ ನಡೆದುಕೊಂಡು ಹೋಗುವ ಪರಿಸ್ಥಿತಿ ನಿರ್ಮಾಣವಾಗಿದೆ. ಇದರಿಂದ ಅಪಘಾತ ಸಂಭವಿಸುವ ಸಾಧ್ಯತೆ ಹೆಚ್ಚಾಗಿದೆ. ಸಂಬಂಧಪಟ್ಟ ಅಧಿಕಾರಿಗಳು, ಜನಪ್ರತಿನಿಧಿಗಳು ತುರ್ತಾಗಿ ಇತ್ತ ಗಮನಹರಿಸಿ ಹಳೆಯ ವಾಹನಗಳನ್ನು ತೆರವುಗೊಳಿಸಿ ಸುಗಮ ಸಂಚಾರಕ್ಕೆ ಅನುವು ಮಾಡಿಕೊಡಬೇಕೆಂದು ವಿನಂತಿ. bbox=[87, 2040, 473, 2111]
letter-title: ಚಾಮುಂಡಿಬೆಟ್ಟದ ಉಳಿವಿಗೆ ಪ್ರಮುಖ ಚಿಂತಕರೂ ಧ್ವನಿಯಾಗಿರುವುದು ಸ್ತುತ್ಯಾರ್ಹ bbox=[87, 1264, 473, 1332]
cartoon-icon bbox=[409, 155, 457, 213]
cyan-dot bbox=[1404, 2320, 1415, 2331]
humor-line: (ವೈಟಿಂಗ್ ರೂಂ)ಗಳನ್ನು ಕಟ್ಟಿಸಿರೋದು? bbox=[194, 293, 353, 308]
letter-2 bbox=[87, 1264, 473, 1635]
masthead-small: ಮೈಸೂರು ಮಿತ್ರ bbox=[760, 87, 891, 117]
article-paragraph: "ನಿಮಗೆ ಇಲ್ಲಿ ಒಂದು ಮನೆ ಕಟ್ಟಿಸಿಕೊಡುತ್ತೇನೆ" ಎಂದರು. ನಾನು ನಗುತ್ತಾ "ಅಷ್ಟೊಂದು ದುಡ್ಡಿಲ್ಲ" ಎಂದೆ. ಅದಕ್ಕೆ ಅವರು ಅವರದೇ ಧಾಟಿಯಲ್ಲಿ ನಕ್ಕರು. bbox=[1151, 1248, 1485, 1285]
headline-rule bbox=[489, 439, 1489, 441]
quote-mark-icon: “ bbox=[820, 1152, 850, 1212]
article-column-1 bbox=[495, 447, 811, 2166]
letter-signature: -ಮರದೀಪುರ ರಂಜಿತಾ, ಸುಚಿತ್ರಾ, ಸಾಮಾಜಿಕ ಸ್ನಾತಕ ಪದವಿದಾರರು, ಮೈಸೂರು. bbox=[213, 1196, 473, 1208]
registration-dots-center bbox=[740, 2320, 819, 2334]
article-paragraph: ನಂತರ ಅವರ ಹೊಸ ಮನೆಯನ್ನು ಪ್ರವೇಶಿಸಿದೆವು. ಅವರ ತಮ್ಮ, ಮಕ್ಕಳು ಹಾಗೂ ತಾಯಿ ಅಲ್ಲಿದ್ದರು. ತಾಯಿ ಮಲಗಿದ್ದ ಹಾಗೆ ನಮಿಸಿ, ಹಾಗೂ ಮನೆಯ ಸದಸ್ಯರ ಜೊತೆ ಕುಶಲೋಪರಿ ವಿಚಾರಿಸಿದೆವು. ಕಾಫಿ-ತಿಂಡಿ ನಂತರ ಗೌಡರು ತಮ್ಮ ಗ್ರಾಮಕ್ಕೆ ಅವರು ಮಾಡಿದ ಕೆಲವು ಸೌಕರ್ಯಗಳ ಬಗ್ಗೆ ಹೇಳಿ, ಅಲ್ಲಲ್ಲಿ ಸುತ್ತಾಡಿಸಿದರು. ಗ್ರಾಮಕ್ಕೆ ವಿದ್ಯುತ್ ಹಾಗೂ ಕುಡಿಯುವ ನೀರಿನ ಸೌಲಭ್ಯ ಬಂದದ್ದು ಹೇಗೆಂದು ವಿವರಿಸಿದರು. ಅವರ ಗ್ರಾಮದ ಬಳಿ ಕಾವೇರಿ ನದಿ ಹರಿಯುತ್ತದೆ. ಅಲ್ಲಿ ನಾವು ತೆಪ್ಪದಲ್ಲಿ (Coracle) ಸ್ವಲ್ಪ ಹೊತ್ತು ವಿಹರಿಸಿದೆವು. bbox=[1151, 949, 1485, 1110]
